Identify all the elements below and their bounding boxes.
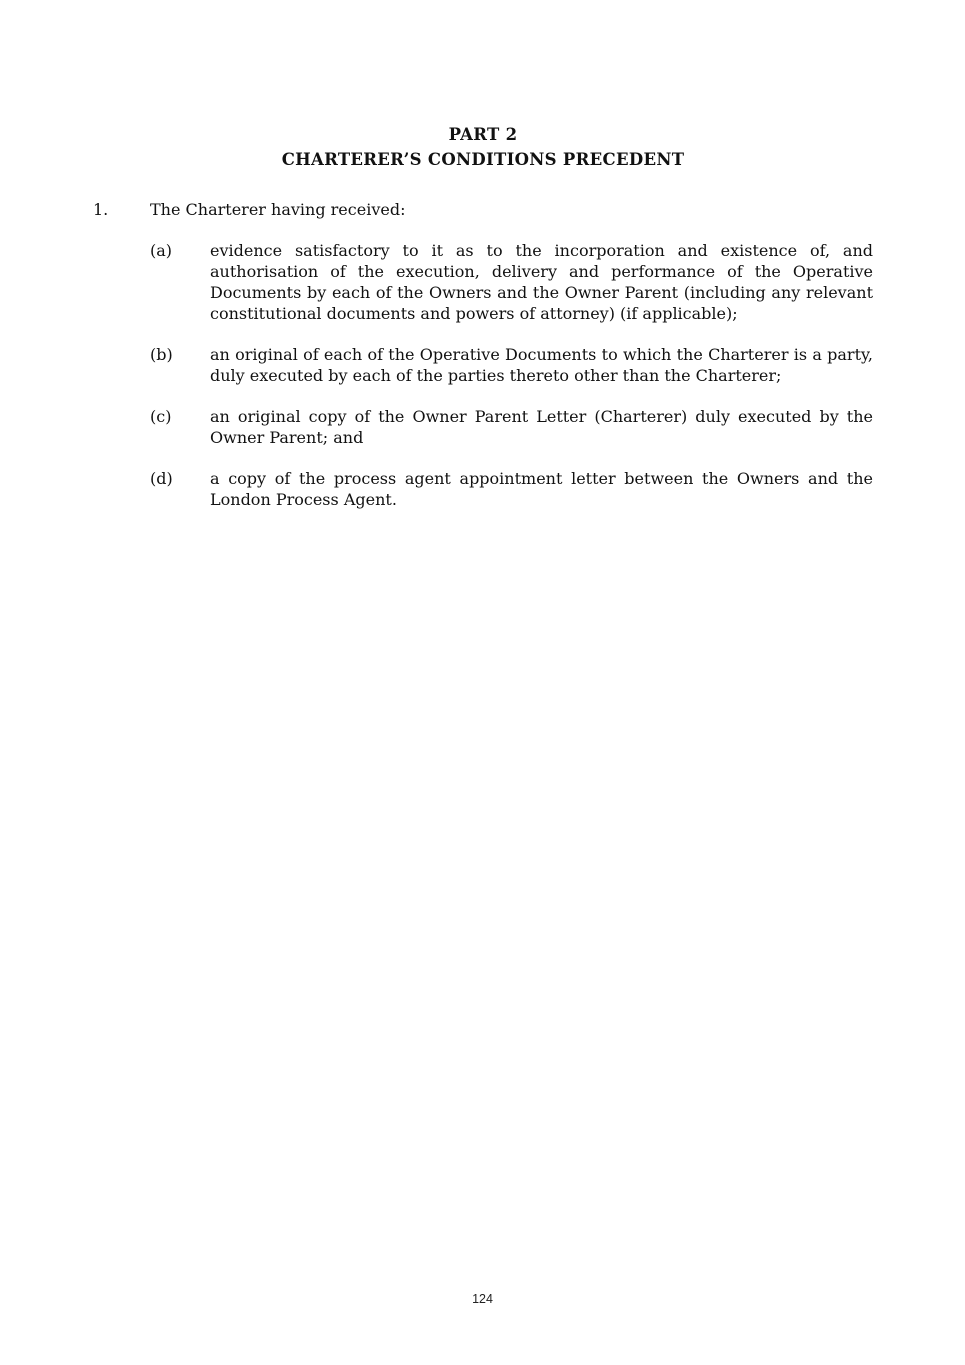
part-heading-line1: PART 2	[448, 125, 518, 144]
sub-clause-label: (c)	[150, 407, 172, 426]
sub-clause-text: an original copy of the Owner Parent Letter (Charterer) duly executed by the Owner Parent; and	[210, 407, 873, 447]
sub-clause-b	[150, 344, 873, 386]
sub-clause-label: (b)	[150, 345, 173, 364]
part-heading	[93, 122, 873, 172]
clause-1	[93, 199, 873, 220]
clause-intro-text: The Charterer having received:	[150, 200, 406, 219]
sub-clause-text: a copy of the process agent appointment letter between the Owners and the London Process Agent.	[210, 469, 873, 509]
sub-clause-label: (d)	[150, 469, 173, 488]
clause-number: 1.	[93, 200, 109, 219]
page-number: 124	[472, 1292, 493, 1306]
sub-clause-label: (a)	[150, 241, 173, 260]
sub-clause-a	[150, 240, 873, 324]
part-heading-line2: CHARTERER’S CONDITIONS PRECEDENT	[281, 150, 685, 169]
sub-clause-c	[150, 406, 873, 448]
sub-clause-text: an original of each of the Operative Documents to which the Charterer is a party, duly executed by each of the parties thereto other than the Charterer;	[210, 345, 873, 385]
sub-clause-d	[150, 468, 873, 510]
sub-clause-text: evidence satisfactory to it as to the incorporation and existence of, and authorisation of the execution, delivery and performance of the Operative Documents by each of the Owners and the Owner Parent (including any relevant constitutional documents and powers of attorney) (if applicable);	[210, 241, 873, 323]
